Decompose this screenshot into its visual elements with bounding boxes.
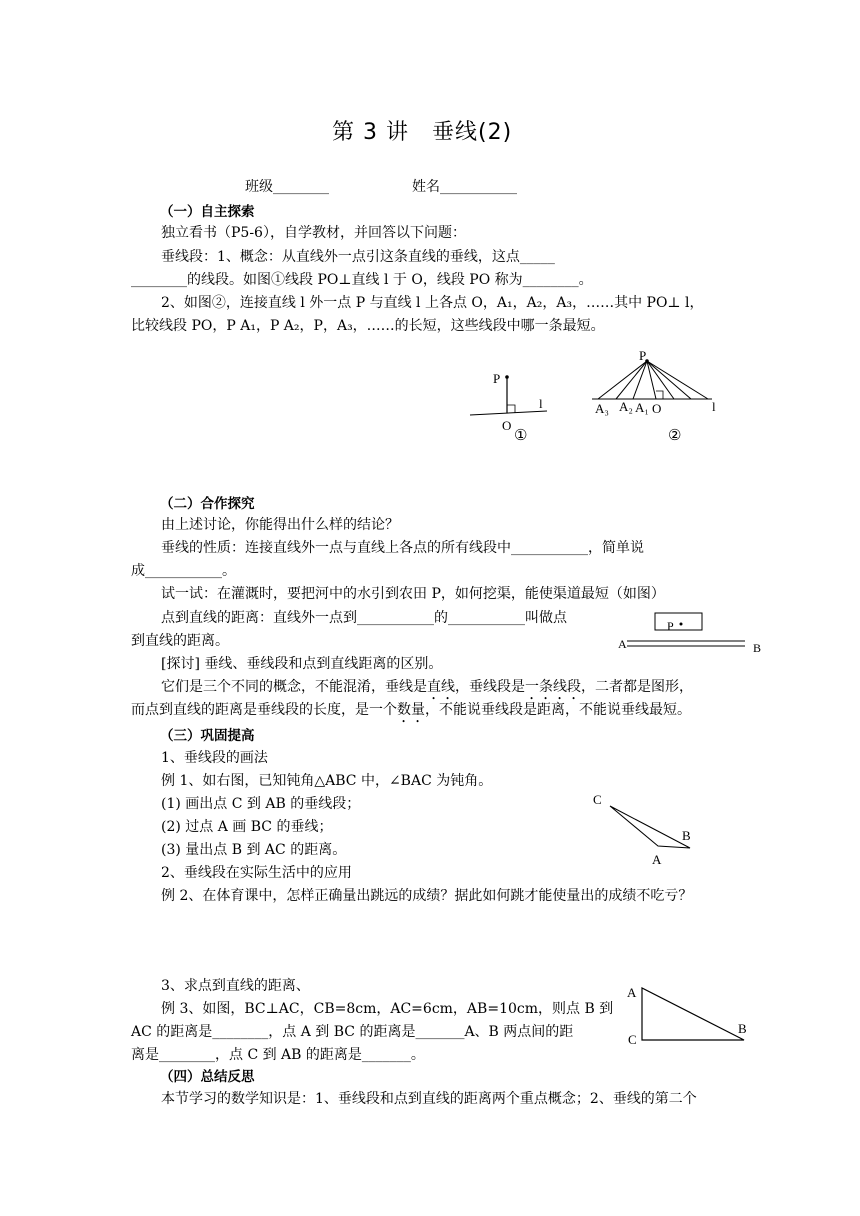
sec3-line-4: (2) 过点 A 画 BC 的垂线； [161, 819, 333, 835]
sec1-line-4: 2、如图②，连接直线 l 外一点 P 与直线 l 上各点 O，A₁，A₂，A₃，……其中 PO⊥ l， [161, 295, 704, 311]
fig1-label-l: l [539, 396, 543, 411]
fig5-label-b: B [738, 1021, 747, 1036]
fig1-label-o: O [502, 418, 512, 433]
section-heading-1: （一）自主探索 [160, 204, 255, 220]
emphasis-line: 直线 [427, 679, 455, 695]
figure-3-river-field [615, 606, 775, 658]
fig3-label-a: A [618, 637, 627, 651]
fig2-label-o: O [652, 401, 662, 416]
sec3-line-9: 例 3、如图，BC⊥AC，CB=8cm，AC=6cm，AB=10cm，则点 B 到 [161, 1001, 614, 1017]
sec2-line-9: 而点到直线的距离是垂线段的长度，是一个数量，不能说垂线段是距离，不能说垂线最短。 [131, 702, 691, 718]
section-heading-2: （二）合作探究 [160, 496, 255, 512]
sec3-line-3: (1) 画出点 C 到 AB 的垂线段； [161, 796, 361, 812]
class-field-label: 班级________ [245, 179, 329, 195]
emphasis-quantity: 数量 [397, 702, 425, 718]
page-title: 第 3 讲 垂线(2) [332, 120, 513, 145]
sec2-line-1: 由上述讨论，你能得出什么样的结论？ [161, 517, 399, 533]
sec1-line-5: 比较线段 PO，P A₁，P A₂，P，A₃，……的长短，这些线段中哪一条最短。 [131, 318, 605, 334]
figure-1-perpendicular [465, 365, 565, 445]
section-heading-3: （三）巩固提高 [160, 728, 255, 744]
section-heading-4: （四）总结反思 [160, 1069, 255, 1085]
fig4-label-a: A [652, 852, 662, 867]
fig5-label-a: A [627, 985, 637, 1000]
fig3-label-b: B [753, 641, 762, 655]
sec2-line-2: 垂线的性质：连接直线外一点与直线上各点的所有线段中___________，简单说 [161, 540, 644, 556]
fig1-label-p: P [493, 371, 501, 386]
sec3-line-6: 2、垂线段在实际生活中的应用 [161, 865, 352, 881]
sec2-line-4: 试一试：在灌溉时，要把河中的水引到农田 P，如何挖渠，能使渠道最短（如图） [161, 586, 665, 602]
sec3-line-7: 例 2、在体育课中，怎样正确量出跳远的成绩？据此如何跳才能使量出的成绩不吃亏？ [161, 888, 693, 904]
emphasis-segment: 一条线段 [525, 679, 581, 695]
fig5-label-c: C [628, 1032, 637, 1047]
sec3-line-10: AC 的距离是________，点 A 到 BC 的距离是_______A、B 两点间的距 [131, 1024, 574, 1040]
sec1-line-1: 独立看书（P5-6），自学教材，并回答以下问题： [161, 225, 466, 241]
sec2-line-8: 它们是三个不同的概念，不能混淆，垂线是直线，垂线段是一条线段，二者都是图形， [161, 679, 693, 695]
fig2-label-a2: A₂ [619, 399, 633, 414]
sec1-line-3: ________的线段。如图①线段 PO⊥直线 l 于 O，线段 PO 称为________。 [131, 272, 593, 288]
fig2-label-a1: A₁ [635, 400, 649, 415]
sec1-line-2: 垂线段：1、概念：从直线外一点引这条直线的垂线，这点_____ [161, 249, 555, 265]
fig2-label-a3: A₃ [595, 401, 609, 416]
figure-4-obtuse-triangle [588, 790, 708, 870]
figure-2-segments [588, 347, 728, 447]
figure-5-right-triangle [620, 978, 760, 1050]
sec3-line-1: 1、垂线段的画法 [161, 750, 268, 766]
sec2-line-7: [探讨] 垂线、垂线段和点到直线距离的区别。 [161, 656, 443, 672]
sec2-line-3: 成___________。 [131, 563, 236, 579]
sec2-line-6: 到直线的距离。 [131, 633, 229, 649]
sec4-line-1: 本节学习的数学知识是：1、垂线段和点到直线的距离两个重点概念；2、垂线的第二个 [161, 1091, 697, 1107]
fig3-label-p: P [667, 619, 674, 633]
fig2-label-p: P [639, 348, 647, 363]
fig4-label-c: C [593, 792, 602, 807]
fig2-label-l: l [712, 399, 716, 414]
sec3-line-11: 离是________，点 C 到 AB 的距离是_______。 [131, 1047, 425, 1063]
fig1-number: ① [514, 428, 528, 444]
fig4-label-b: B [682, 828, 691, 843]
sec3-line-5: (3) 量出点 B 到 AC 的距离。 [161, 842, 347, 858]
sec2-line-5: 点到直线的距离：直线外一点到___________的___________叫做点 [161, 610, 567, 626]
sec3-line-8: 3、求点到直线的距离、 [161, 978, 310, 994]
fig2-number: ② [668, 428, 682, 444]
sec3-line-2: 例 1、如右图，已知钝角△ABC 中，∠BAC 为钝角。 [161, 773, 493, 789]
name-field-label: 姓名___________ [412, 179, 517, 195]
